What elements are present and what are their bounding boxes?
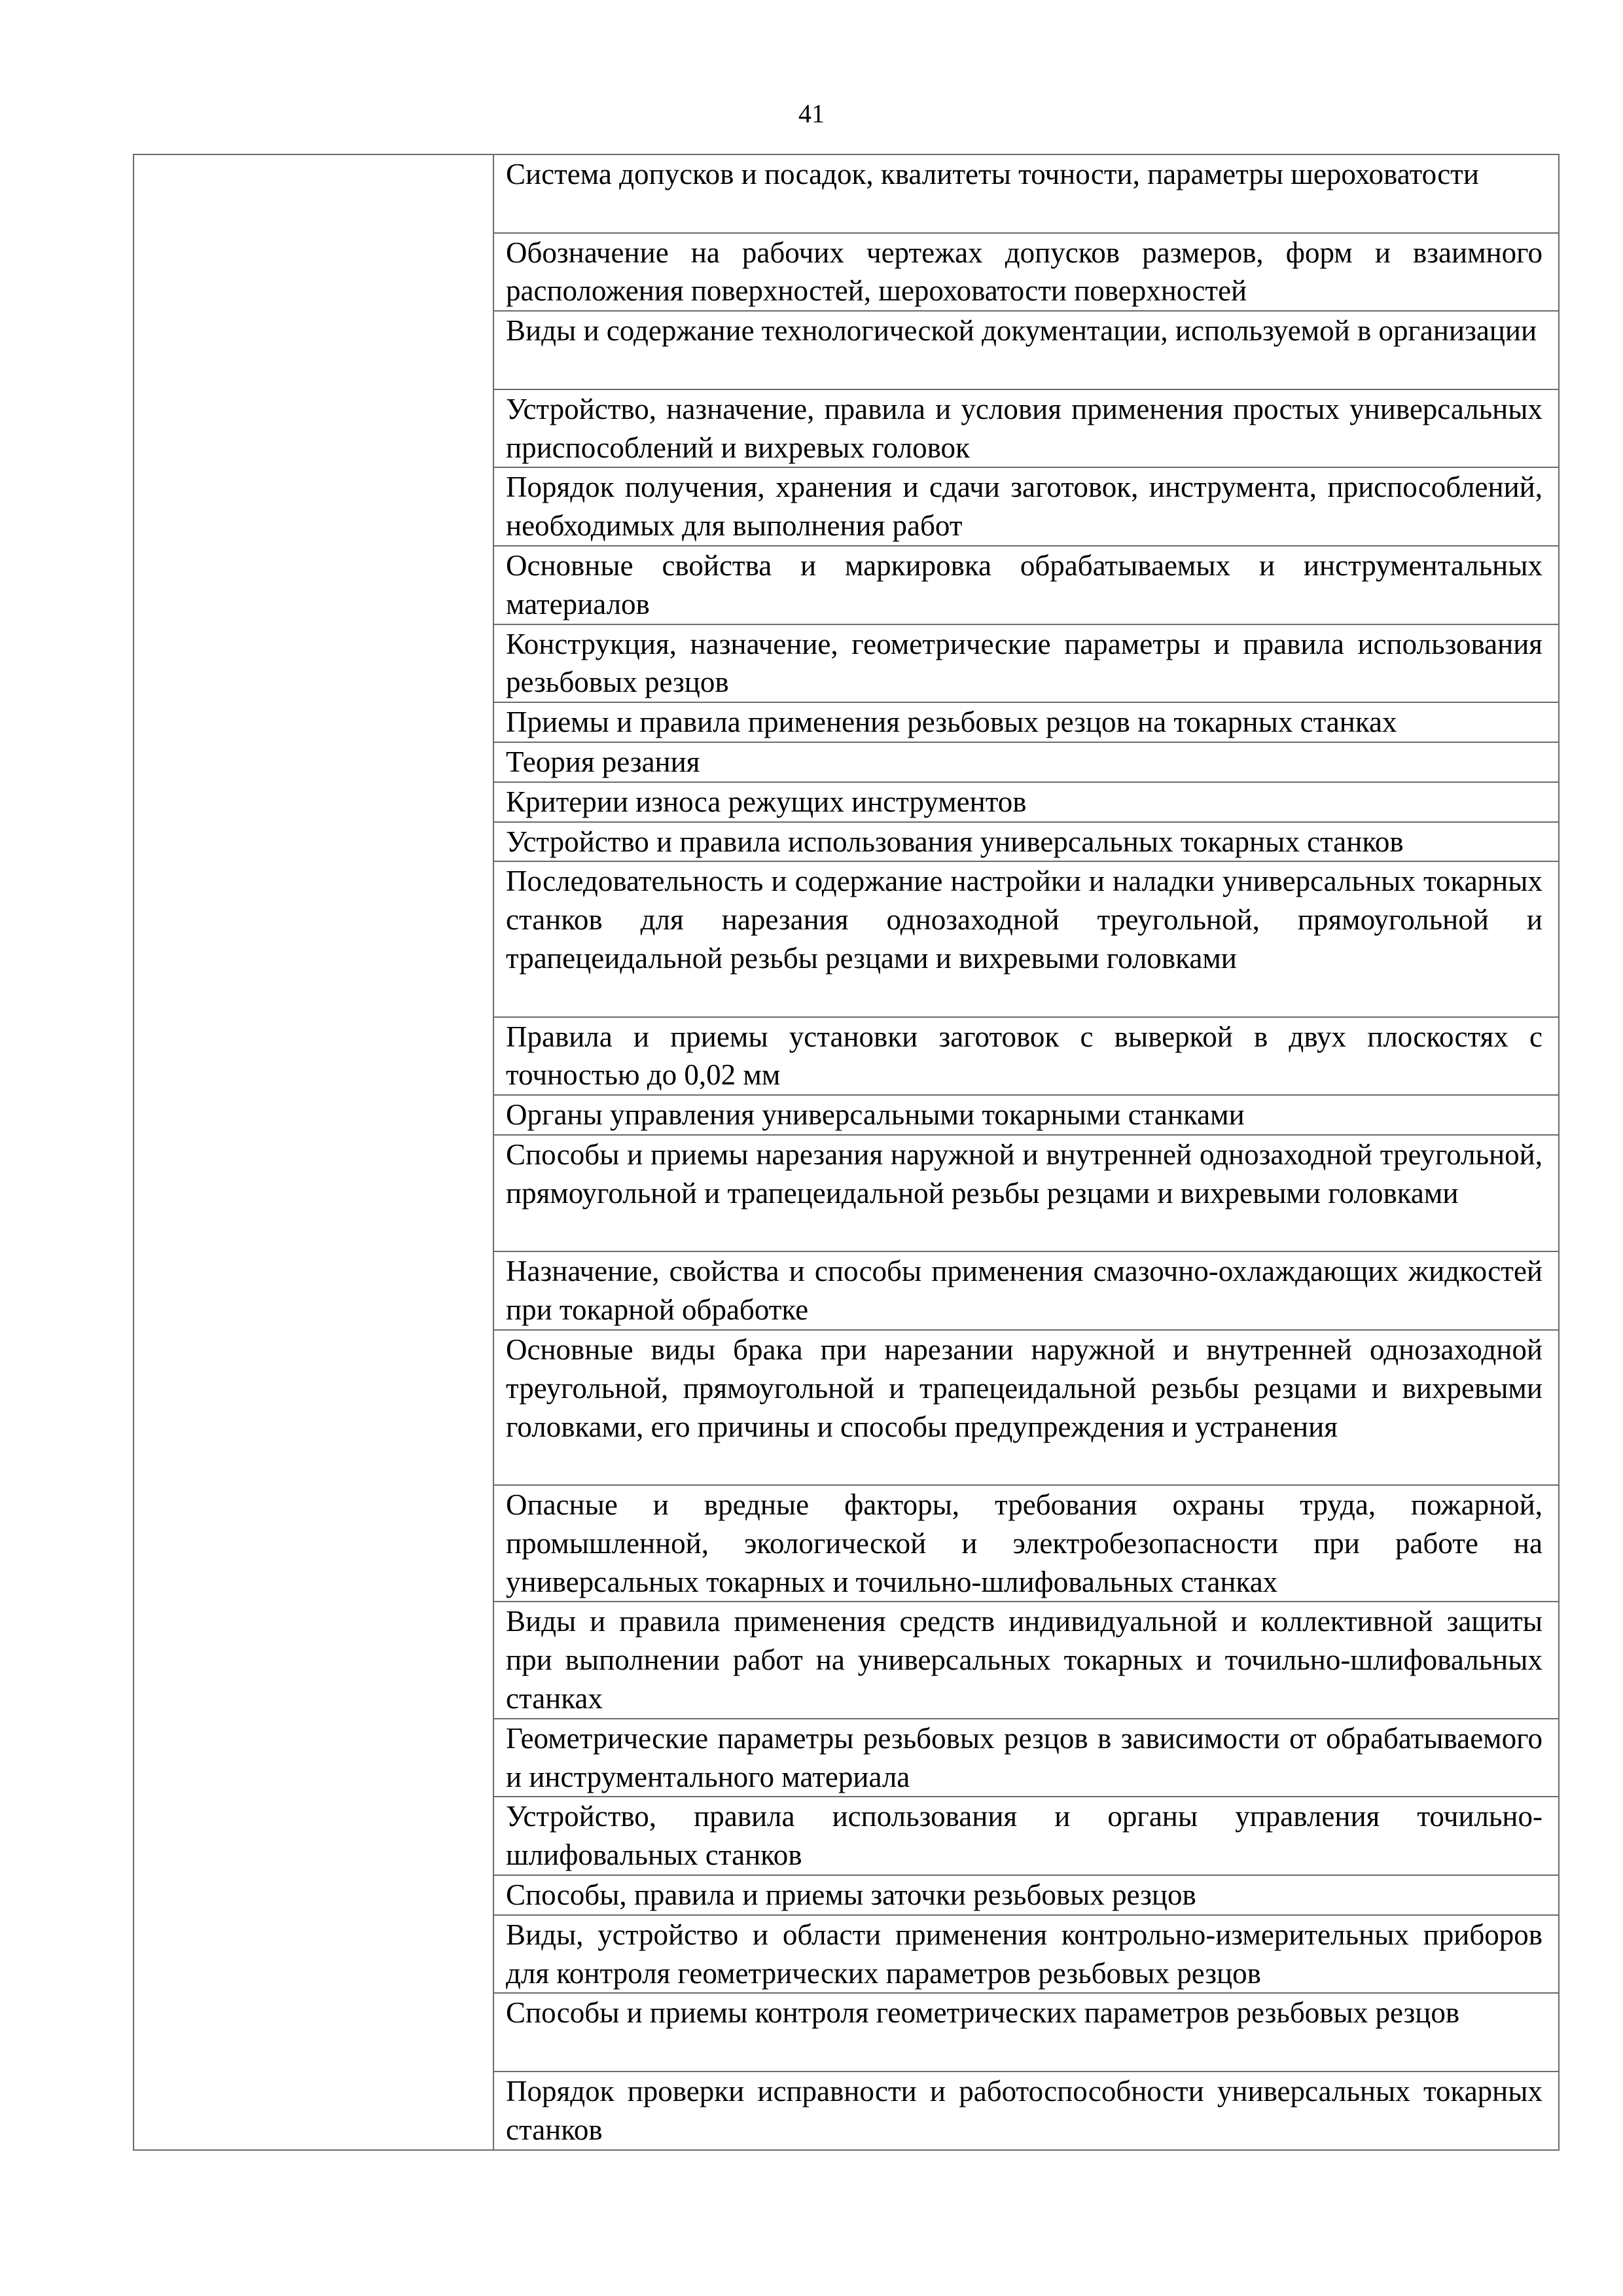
knowledge-item-text: Порядок проверки исправности и работоспособности универсальных токарных станков — [506, 2075, 1543, 2146]
knowledge-item-text: Правила и приемы установки заготовок с выверкой в двух плоскостях с точностью до 0,02 мм — [506, 1020, 1543, 1092]
knowledge-item-text: Устройство и правила использования универсальных токарных станков — [506, 825, 1404, 858]
knowledge-item-cell — [493, 233, 1559, 312]
knowledge-item-text: Виды, устройство и области применения контрольно-измерительных приборов для контроля геометрических параметров резьбовых резцов — [506, 1918, 1543, 1990]
knowledge-item-cell — [493, 1875, 1559, 1915]
knowledge-item-cell — [493, 1017, 1559, 1096]
knowledge-table — [133, 154, 1560, 2151]
knowledge-item-text: Способы и приемы нарезания наружной и внутренней однозаходной треугольной, прямоугольной и трапецеидальной резьбы резцами и вихревыми головками — [506, 1138, 1543, 1210]
knowledge-item-cell — [493, 154, 1559, 233]
knowledge-item-text: Опасные и вредные факторы, требования охраны труда, пожарной, промышленной, экологической и электробезопасности при работе на универсальных токарных и точильно-шлифовальных станках — [506, 1488, 1543, 1598]
knowledge-item-text: Приемы и правила применения резьбовых резцов на токарных станках — [506, 706, 1397, 739]
knowledge-item-text: Основные свойства и маркировка обрабатываемых и инструментальных материалов — [506, 548, 1543, 620]
table-row — [134, 154, 1559, 233]
knowledge-item-cell — [493, 1719, 1559, 1797]
knowledge-item-text: Виды и содержание технологической документации, используемой в организации — [506, 314, 1537, 348]
knowledge-item-cell — [493, 861, 1559, 1016]
knowledge-item-cell — [493, 1602, 1559, 1718]
knowledge-item-cell — [493, 742, 1559, 782]
knowledge-item-text: Порядок получения, хранения и сдачи заготовок, инструмента, приспособлений, необходимых для выполнения работ — [506, 471, 1543, 543]
knowledge-item-cell — [493, 546, 1559, 624]
knowledge-item-text: Система допусков и посадок, квалитеты точности, параметры шероховатости — [506, 158, 1479, 190]
knowledge-item-text: Критерии износа режущих инструментов — [506, 785, 1027, 818]
knowledge-item-text: Последовательность и содержание настройки и наладки универсальных токарных станков для нарезания однозаходной треугольной, прямоугольной и трапецеидальной резьбы резцами и вихревыми головками — [506, 865, 1543, 975]
knowledge-item-cell — [493, 2072, 1559, 2150]
knowledge-item-cell — [493, 1095, 1559, 1135]
knowledge-item-text: Виды и правила применения средств индивидуальной и коллективной защиты при выполнении работ на универсальных токарных и точильно-шлифовальных станках — [506, 1605, 1543, 1715]
knowledge-item-cell — [493, 1135, 1559, 1251]
table-body — [134, 154, 1559, 2150]
knowledge-item-text: Устройство, правила использования и органы управления точильно-шлифовальных станков — [506, 1800, 1543, 1872]
knowledge-item-cell — [493, 782, 1559, 822]
knowledge-item-text: Способы и приемы контроля геометрических параметров резьбовых резцов — [506, 1996, 1460, 2030]
knowledge-item-cell — [493, 1485, 1559, 1602]
knowledge-item-text: Назначение, свойства и способы применения смазочно-охлаждающих жидкостей при токарной обработке — [506, 1255, 1543, 1327]
knowledge-item-cell — [493, 1993, 1559, 2072]
knowledge-item-cell — [493, 1251, 1559, 1330]
knowledge-item-cell — [493, 311, 1559, 389]
knowledge-item-cell — [493, 624, 1559, 703]
knowledge-item-cell — [493, 1915, 1559, 1994]
knowledge-item-text: Теория резания — [506, 745, 700, 778]
knowledge-item-text: Органы управления универсальными токарными станками — [506, 1098, 1245, 1132]
knowledge-item-text: Устройство, назначение, правила и условия применения простых универсальных приспособлений и вихревых головок — [506, 392, 1543, 464]
knowledge-item-cell — [493, 1797, 1559, 1875]
knowledge-item-cell — [493, 389, 1559, 468]
page-number: 41 — [798, 99, 825, 128]
knowledge-item-text: Способы, правила и приемы заточки резьбовых резцов — [506, 1878, 1196, 1912]
knowledge-item-text: Обозначение на рабочих чертежах допусков размеров, форм и взаимного расположения поверхностей, шероховатости поверхностей — [506, 236, 1543, 308]
knowledge-item-cell — [493, 702, 1559, 742]
knowledge-item-text: Геометрические параметры резьбовых резцов в зависимости от обрабатываемого и инструментального материала — [506, 1721, 1543, 1793]
empty-label-cell — [134, 154, 493, 2150]
knowledge-item-text: Конструкция, назначение, геометрические параметры и правила использования резьбовых резцов — [506, 627, 1543, 699]
knowledge-item-text: Основные виды брака при нарезании наружной и внутренней однозаходной треугольной, прямоугольной и трапецеидальной резьбы резцами и вихревыми головками, его причины и способы предупреждения и устранения — [506, 1333, 1543, 1443]
knowledge-item-cell — [493, 1330, 1559, 1485]
knowledge-item-cell — [493, 822, 1559, 862]
knowledge-item-cell — [493, 467, 1559, 546]
